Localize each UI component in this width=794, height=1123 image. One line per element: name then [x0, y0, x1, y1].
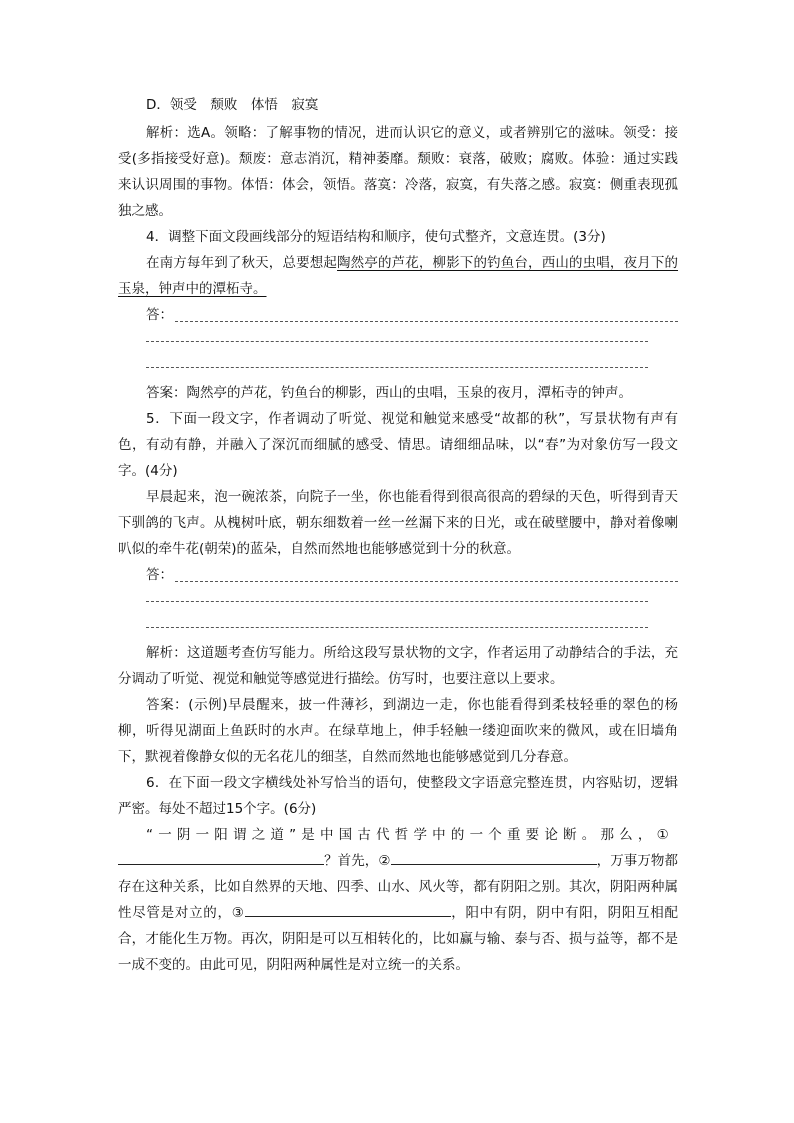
- option-d: D．领受 颓败 体悟 寂寞: [146, 97, 319, 113]
- q5-analysis: 解析：这道题考查仿写能力。所给这段写景状物的文字，作者运用了动静结合的手法，充分调动了听觉、视觉和触觉等感觉进行描绘。仿写时，也要注意以上要求。: [118, 645, 678, 687]
- q4-passage: [118, 250, 678, 302]
- q4-answer-label: 答：: [146, 307, 173, 323]
- q4-passage-underlined: 陶然亭的芦花，柳影下的钓鱼台，西山的虫唱，夜月下的玉泉，钟声中的潭柘寺。: [118, 255, 679, 297]
- q5-answer-label: 答：: [146, 567, 173, 583]
- document-page: [118, 92, 678, 978]
- q3-analysis: 解析：选A。领略：了解事物的情况，进而认识它的意义，或者辨别它的滋味。领受：接受(多指接受好意)。颓废：意志消沉，精神萎靡。颓败：衰落，破败；腐败。体验：通过实践来认识周围的事物。体悟：体会，领悟。落寞：冷落，寂寞，有失落之感。寂寞：侧重表现孤独之感。: [118, 125, 678, 219]
- q5-answer-line-1[interactable]: [118, 562, 678, 588]
- answer-dashed-line: [175, 308, 678, 322]
- q6-blank-1[interactable]: [118, 848, 324, 865]
- q4-answer-line-1[interactable]: [118, 302, 678, 328]
- q6-blank-3[interactable]: [245, 900, 451, 917]
- answer-dashed-line: [175, 568, 678, 582]
- q6-blank-2[interactable]: [391, 848, 597, 865]
- q4-answer: 答案：陶然亭的芦花，钓鱼台的柳影，西山的虫唱，玉泉的夜月，潭柘寺的钟声。: [146, 385, 632, 401]
- q5-answer-line-2[interactable]: [118, 588, 678, 614]
- q6-seg-after-1: ？首先，②: [324, 853, 391, 869]
- q4-passage-pre: 在南方每年到了秋天，总要想起: [146, 255, 338, 271]
- q4-answer-line-3[interactable]: [118, 354, 678, 380]
- q5-answer: 答案：(示例)早晨醒来，披一件薄衫，到湖边一走，你也能看得到柔枝轻垂的翠色的杨柳，听得见湖面上鱼跃时的水声。在绿草地上，伸手轻触一缕迎面吹来的微风，或在旧墙角下，默视着像静女似的无名花儿的细茎，自然而然地也能够感觉到几分春意。: [118, 697, 678, 765]
- q6-passage: [118, 848, 678, 978]
- q6-seg-after-2: ，万事万物都存在这种关系，比如自然界的天地、四季、山水、风火等，都有阴阳之别。其次，阴阳两种属性尽管是对立的，③: [118, 853, 679, 921]
- q4-prompt: 4．调整下面文段画线部分的短语结构和顺序，使句式整齐，文意连贯。(3分): [146, 229, 606, 245]
- q6-seg-after-3: ，阳中有阴，阴中有阳，阴阳互相配合，才能化生万物。再次，阴阳是可以互相转化的，比如赢与输、泰与否、损与益等，都不是一成不变的。由此可见，阴阳两种属性是对立统一的关系。: [118, 905, 678, 973]
- q4-answer-line-2[interactable]: [118, 328, 678, 354]
- q5-passage: 早晨起来，泡一碗浓茶，向院子一坐，你也能看得到很高很高的碧绿的天色，听得到青天下驯鸽的飞声。从槐树叶底，朝东细数着一丝一丝漏下来的日光，或在破壁腰中，静对着像喇叭似的牵牛花(朝荣)的蓝朵，自然而然地也能够感觉到十分的秋意。: [118, 489, 678, 557]
- q5-answer-line-3[interactable]: [118, 614, 678, 640]
- q6-line-1: “一阴一阳谓之道”是中国古代哲学中的一个重要论断。那么，①: [146, 827, 674, 843]
- q6-prompt: 6．在下面一段文字横线处补写恰当的语句，使整段文字语意完整连贯，内容贴切，逻辑严密。每处不超过15个字。(6分): [118, 775, 678, 817]
- q5-prompt: 5．下面一段文字，作者调动了听觉、视觉和触觉来感受“故都的秋”，写景状物有声有色，有动有静，并融入了深沉而细腻的感受、情思。请细细品味，以“春”为对象仿写一段文字。(4分): [118, 411, 678, 479]
